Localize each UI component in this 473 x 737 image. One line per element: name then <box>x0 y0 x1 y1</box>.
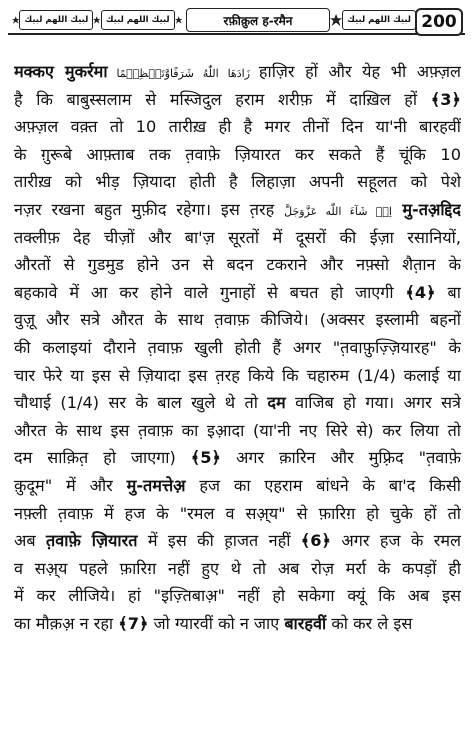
bold-text: बारहवीं <box>284 613 327 633</box>
text-span: का मौक़अ़ न रहा <box>14 613 119 633</box>
star-ornament-icon <box>175 13 182 27</box>
text-span: तारीख़ को भीड़ ज़ियादा होती है लिहाज़ा अपनी सहूलत को पेशे <box>14 172 461 192</box>
star-ornament-icon <box>12 13 19 27</box>
header-rule <box>8 33 465 35</box>
text-span: हज का एहराम बांधने के बा'द किसी <box>185 475 461 495</box>
star-ornament-icon <box>330 13 342 27</box>
text-line <box>14 251 461 279</box>
text-span: औरतों से गुडमुड होने उन से बदन टकराने और नफ़्सो शैत़ान के <box>14 255 461 275</box>
bold-text: ﴾7﴿ <box>118 613 149 633</box>
bold-text: मु-तमत्तेअ़ <box>126 475 186 495</box>
bold-text: ﴾3﴿ <box>430 89 461 109</box>
text-span: तक्लीफ़ देह चीज़ों और बा'ज़ सूरतों में दूसरों की ईज़ा रसानियों, <box>14 227 461 247</box>
text-line <box>14 444 461 472</box>
labbaik-block-2: لبيك اللهم لبيك <box>101 10 175 30</box>
text-line <box>14 168 461 196</box>
text-line <box>14 58 461 86</box>
text-line <box>14 306 461 334</box>
text-line <box>14 196 461 224</box>
page-header <box>8 6 465 40</box>
text-line <box>14 500 461 528</box>
bold-text: दम <box>267 393 286 413</box>
text-span: वाजिब हो गया। अगर सत्रे <box>285 393 461 413</box>
arabic-phrase: اِنۡ شَآءَ اللّٰه عَزَّوَجَلَّ <box>284 204 392 218</box>
bold-text: मु-तअ़द्दिद <box>391 199 461 219</box>
text-line <box>14 86 461 114</box>
text-span: जो ग्यारवीं को न जाए <box>148 613 285 633</box>
text-line <box>14 555 461 583</box>
text-line <box>14 527 461 555</box>
text-line <box>14 141 461 169</box>
text-span: बहकावे में आ कर होने वाले गुनाहों से बचत हो जाएगी <box>14 282 406 302</box>
labbaik-block-3: لبيك اللهم لبيك <box>342 10 416 30</box>
bold-text: त़वाफ़े ज़ियारत <box>46 531 138 551</box>
text-line <box>14 362 461 390</box>
labbaik-block-1: لبيك اللهم لبيك <box>19 10 93 30</box>
text-line <box>14 224 461 252</box>
text-span: क़ुदूम" में और <box>14 475 127 495</box>
text-span: के ग़ुरूबे आफ़्ताब तक त़वाफ़े ज़ियारत कर सकते हैं चूंकि 10 <box>14 144 461 164</box>
text-span: को कर ले इस <box>326 613 413 633</box>
text-span: अफ़्ज़ल वक़्त तो 10 तारीख़ ही है मगर तीनों दिन या'नी बारहवीं <box>14 117 461 137</box>
text-line <box>14 279 461 307</box>
text-line <box>14 389 461 417</box>
page-number: 200 <box>415 8 463 36</box>
text-span: में इस की ह़ाजत नहीं <box>137 531 301 551</box>
star-ornament-icon <box>93 13 100 27</box>
text-line <box>14 610 461 638</box>
running-title: रफ़ीक़ुल ह-रमैन <box>186 8 330 32</box>
text-span: में कर लीजिये। हां "इज़्तिबाअ़" नहीं हो सकेगा क्यूं कि अब इस <box>14 586 461 606</box>
bold-text: ﴾4﴿ <box>405 282 436 302</box>
bold-text: मक्कए मुकर्रमा <box>14 62 108 81</box>
bold-text: ﴾5﴿ <box>190 448 222 468</box>
text-span: अगर क़ारिन और मुफ़्रिद "त़वाफ़े <box>221 448 461 468</box>
body-text <box>14 58 461 637</box>
text-span: अब <box>14 531 47 551</box>
arabic-phrase: زَادَهَا اللّٰهُ شَرَفًاوَّتَعۡظِيۡمًا <box>107 67 259 80</box>
text-span: नफ़्ली त़वाफ़ में हज के "रमल व सअ़्य" से फ़ारिग़ हो चुके हों तो <box>14 503 461 523</box>
header-decoration-right <box>330 9 416 31</box>
text-span: वुज़ू और सत्रे औरत के साथ त़वाफ़ कीजिये। (अक्सर इस्लामी बहनों <box>14 310 461 330</box>
text-span: औरत के साथ इस त़वाफ़ का इआ़दा (या'नी नए सिरे से) कर लिया तो <box>14 420 461 440</box>
text-span: दम साक़ित़ हो जाएगा) <box>14 448 191 468</box>
text-span: व सअ़्य पहले फ़ारिग़ नहीं हुए थे तो अब रोज़ मर्रा के कपड़ों ही <box>14 558 461 578</box>
text-line <box>14 417 461 445</box>
text-span: चार फेरे या इस से ज़ियादा इस त़रह किये कि चहारुम (1/4) कलाई या <box>14 365 461 385</box>
text-line <box>14 334 461 362</box>
text-span: अगर हज के रमल <box>331 531 461 551</box>
text-span: नज़र रखना बहुत मुफ़ीद रहेगा। इस त़रह <box>14 199 285 219</box>
text-span: चौथाई (1/4) सर के बाल खुले थे तो <box>14 393 268 413</box>
header-decoration-left <box>12 9 182 31</box>
text-span: की कलाइयां दौराने त़वाफ़ खुली होती हैं अगर "त़वाफ़ुज़्ज़ियारह" के <box>14 337 461 357</box>
text-span: बा <box>435 282 461 302</box>
text-span: है कि बाबुस्सलाम से मस्जिदुल हराम शरीफ़ में दाख़िल हों <box>14 89 431 109</box>
text-span: हाज़िर हों और येह भी अफ़्ज़ल <box>258 62 461 81</box>
bold-text: ﴾6﴿ <box>300 531 332 551</box>
text-line <box>14 472 461 500</box>
text-line <box>14 113 461 141</box>
text-line <box>14 582 461 610</box>
